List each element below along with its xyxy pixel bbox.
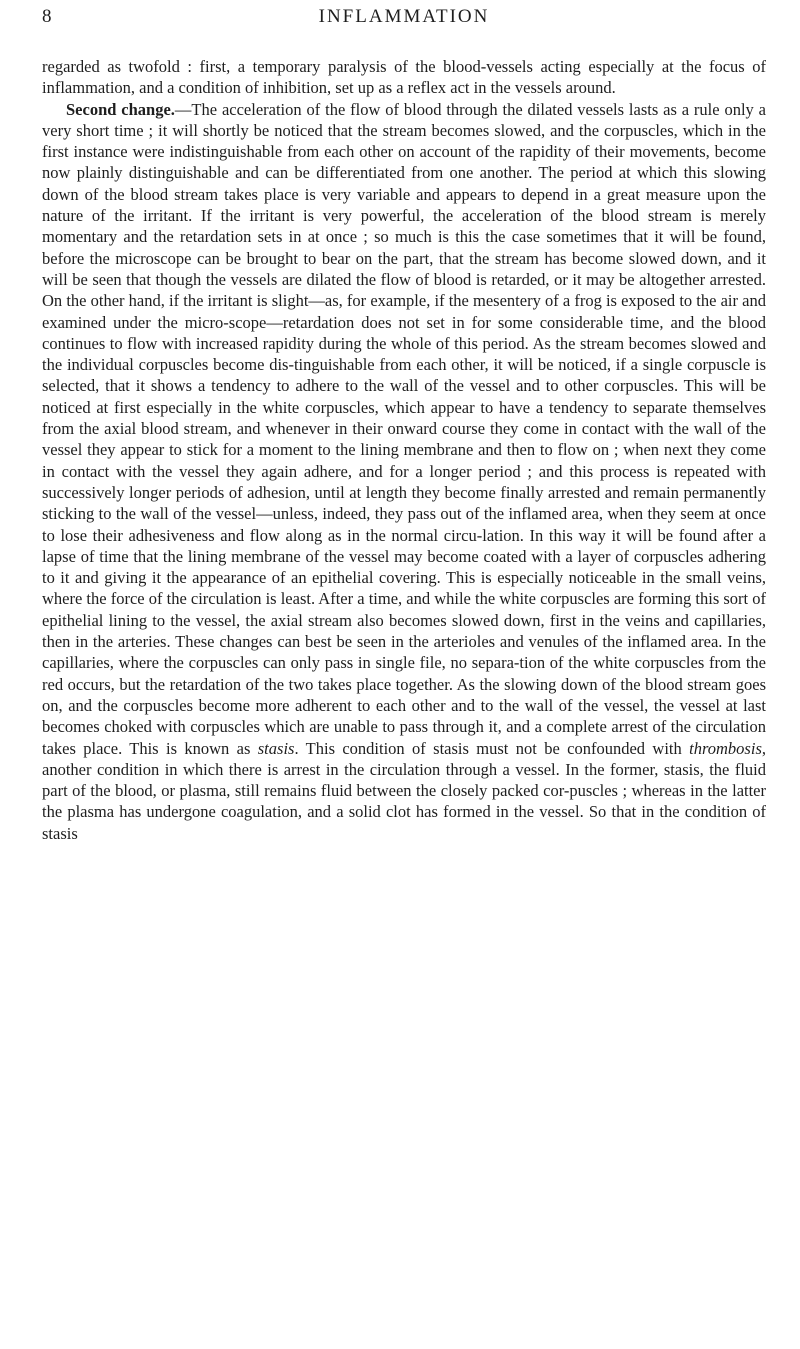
paragraph-text: —The acceleration of the flow of blood through the dilated vessels lasts as a rule only a very short time ; it will shortly be noticed that the stream becomes slowed, and the corpuscles, which in the first instance were indistinguishable from each other on account of the rapidity of their movements, become now plainly distinguishable and can be differentiated from one another. The period at which this slowing down of the blood stream takes place is very variable and appears to depend in a great measure upon the nature of the irritant. If the irritant is very powerful, the acceleration of the blood stream is merely momentary and the retardation sets in at once ; so much is this the case sometimes that it will be found, before the microscope can be brought to bear on the part, that the stream has become slowed down, and it will be seen that though the vessels are dilated the flow of blood is retarded, or it may be altogether arrested. On the other hand, if the irritant is slight—as, for example, if the mesentery of a frog is exposed to the air and examined under the micro-scope—retardation does not set in for some considerable time, and the blood continues to flow with increased rapidity during the whole of this period. As the stream becomes slowed and the individual corpuscles become dis-tinguishable from each other, it will be noticed, if a single corpuscle is selected, that it shows a tendency to adhere to the wall of the vessel and to other corpuscles. This will be noticed at first especially in the white corpuscles, which appear to have a tendency to separate themselves from the axial blood stream, and whenever in their onward course they come in contact with the wall of the vessel they appear to stick for a moment to the lining membrane and then to flow on ; when next they come in contact with the vessel they again adhere, and for a longer period ; and this process is repeated with successively longer periods of adhesion, until at length they become finally arrested and remain permanently sticking to the wall of the vessel—unless, indeed, they pass out of the inflamed area, when they seem at once to lose their adhesiveness and flow along as in the normal circu-lation. In this way it will be found after a lapse of time that the lining membrane of the vessel may become coated with a layer of corpuscles adhering to it and giving it the appearance of an epithelial covering. This is especially noticeable in the small veins, where the force of the circulation is least. After a time, and while the white corpuscles are forming this sort of epithelial lining to the vessel, the axial stream also becomes slowed down, first in the veins and capillaries, then in the arteries. These changes can best be seen in the arterioles and venules of the inflamed area. In the capillaries, where the corpuscles can only pass in single file, no separa-tion of the white corpuscles from the red occurs, but the retardation of the two takes place together. As the slowing down of the blood stream goes on, and the corpuscles become more adherent to each other and to the wall of the vessel, the vessel at last becomes choked with corpuscles which are unable to pass through it, and a complete arrest of the circulation takes place. This is known as [42,99,766,758]
running-head [42,6,766,34]
paragraph-text: , another condition in which there is arrest in the circulation through a vessel. In the former, stasis, the fluid part of the blood, or plasma, still remains fluid between the closely packed cor-puscles ; whereas in the latter the plasma has undergone coagulation, and a solid clot has formed in the vessel. So that in the condition of stasis [42,738,766,843]
paragraph-continuation: regarded as twofold : first, a temporary paralysis of the blood-vessels acting especially at the focus of inflammation, and a condition of inhibition, set up as a reflex act in the vessels around. [42,57,766,98]
running-title: INFLAMMATION [318,6,490,27]
body-text [42,56,766,844]
term-stasis: stasis [257,738,295,758]
paragraph-second-change [42,99,766,844]
section-heading: Second change. [66,99,175,119]
paragraph-text: . This condition of stasis must not be confounded with [294,738,690,758]
page-number: 8 [42,6,53,27]
term-thrombosis: thrombosis [689,738,762,758]
